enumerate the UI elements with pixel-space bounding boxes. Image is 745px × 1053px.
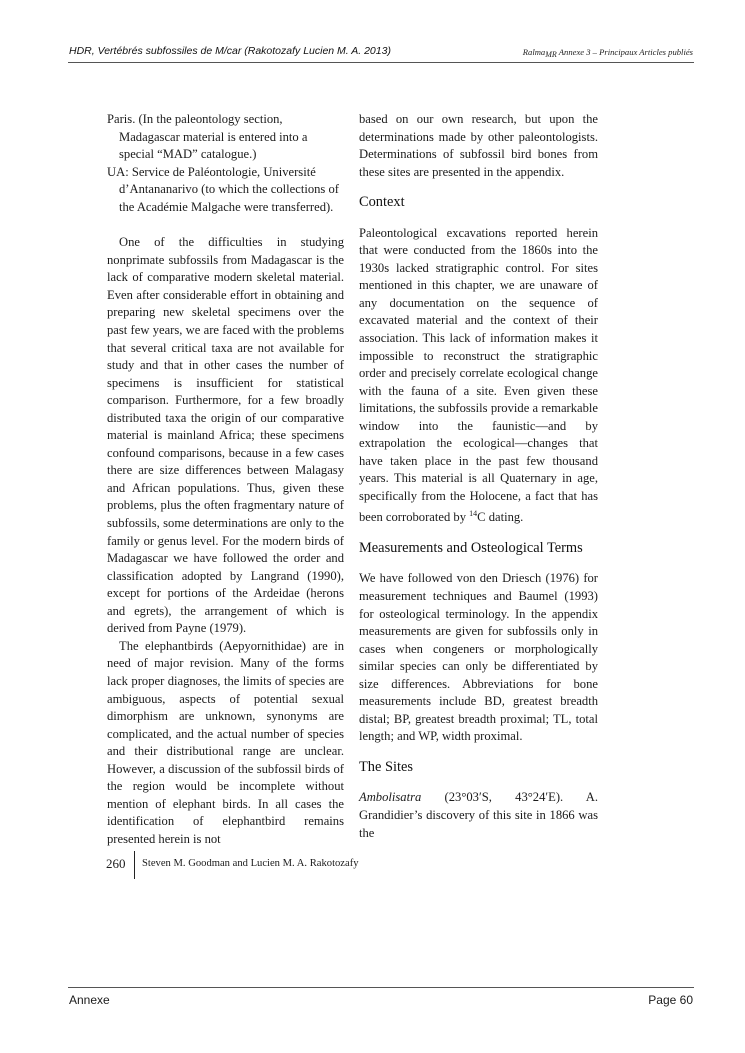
footer-separator: [134, 851, 135, 879]
right-paragraph-context: [359, 225, 598, 527]
right-paragraph-sites: [359, 789, 598, 842]
left-column: [107, 111, 344, 848]
sites-text: (23°03′S, 43°24′E). A. Grandidier’s discovery of this site in 1866 was the: [359, 790, 598, 840]
paragraph-gap: [107, 216, 344, 234]
context-text: Paleontological excavations reported herein that were conducted from the 1860s into the 1930s lacked stratigraphic control. For sites mentioned in this chapter, we are unaware of any documentation on the sequence of excavated material and the context of their association. This lack of information makes it impossible to reconstruct the stratigraphic order and precisely correlate ecological change with the fauna of a site. Even given these limitations, the subfossils provide a remarkable window into the faunistic—and by extrapolation the ecological—changes that have taken place in the past few thousand years. This material is all Quaternary in age, specifically from the Holocene, a fact that has been corroborated by: [359, 225, 598, 525]
left-paragraph-elephantbirds: The elephantbirds (Aepyornithidae) are in need of major revision. Many of the forms lack proper diagnoses, the limits of species are ambiguous, aspects of potential sexual dimorphism are unknown, synonyms are complicated, and the actual number of species and their distributional range are unclear. However, a discussion of the subfossil birds of the region would be incomplete without mention of elephant birds. In all cases the identification of elephantbird remains presented herein is not: [107, 638, 344, 846]
footer-annex-label: Annexe: [69, 993, 110, 1007]
heading-context: Context: [359, 194, 405, 211]
left-paragraph-paris: Paris. (In the paleontology section, Madagascar material is entered into a special “MAD” catalogue.): [107, 112, 308, 162]
header-annex-suffix: Annexe 3 – Principaux Articles publiés: [556, 47, 693, 57]
footer-divider: [68, 987, 694, 988]
header-title: HDR, Vertébrés subfossiles de M/car (Rakotozafy Lucien M. A. 2013): [69, 45, 391, 57]
heading-sites: The Sites: [359, 758, 413, 775]
heading-gap: [359, 776, 598, 789]
left-paragraph-ua: UA: Service de Paléontologie, Université d’Antananarivo (to which the collections of the Académie Malgache were transferred).: [107, 164, 339, 214]
book-page-number: 260: [106, 856, 126, 871]
header-divider: [68, 62, 694, 63]
heading-gap: [359, 527, 598, 540]
header-annex-label: [523, 47, 693, 59]
heading-gap: [359, 181, 598, 194]
footer-page-number: Page 60: [648, 993, 693, 1007]
header-annex-prefix: Ralma: [522, 47, 546, 57]
context-text-end: C dating.: [477, 510, 524, 525]
header-annex-subscript: MR: [545, 50, 557, 59]
right-column: [359, 111, 598, 842]
heading-gap: [359, 557, 598, 570]
left-paragraph-difficulties: One of the difficulties in studying nonprimate subfossils from Madagascar is the lack of comparative modern skeletal material. Even after considerable effort in obtaining and preparing new skeletal specimens over the past few years, we are faced with the problems that several critical taxa are not available for study and that in other cases the number of specimens is insufficient for statistical comparison. Furthermore, for a few broadly distributed taxa the origin of our comparative material is mainland Africa; these specimens confound comparisons, because in a few cases there are size differences between Malagasy and African populations. Thus, given these problems, plus the often fragmentary nature of subfossils, some determinations are only to the family or genus level. For the modern birds of Madagascar we have followed the order and classification adopted by Langrand (1990), except for portions of the Ardeidae (herons and egrets), the arrangement of which is derived from Payne (1979).: [107, 235, 344, 636]
heading-gap: [359, 746, 598, 759]
book-authors: Steven M. Goodman and Lucien M. A. Rakotozafy: [142, 858, 359, 869]
heading-measurements: Measurements and Osteological Terms: [359, 539, 583, 556]
site-name-ambolisatra: Ambolisatra: [359, 790, 422, 805]
right-paragraph-measurements: We have followed von den Driesch (1976) for measurement techniques and Baumel (1993) for osteological terminology. In the appendix measurements are given for subfossils only in cases when congeners or morphologically similar species can only be differentiated by size differences. Abbreviations for bone measurements include BD, greatest breadth distal; BP, greatest breadth proximal; TL, total length; and WP, width proximal.: [359, 571, 598, 744]
right-paragraph-determinations: based on our own research, but upon the determinations made by other paleontologists. Determinations of subfossil bird bones from these sites are presented in the appendix.: [359, 112, 598, 179]
heading-gap: [359, 212, 598, 225]
c14-superscript: 14: [469, 509, 478, 519]
